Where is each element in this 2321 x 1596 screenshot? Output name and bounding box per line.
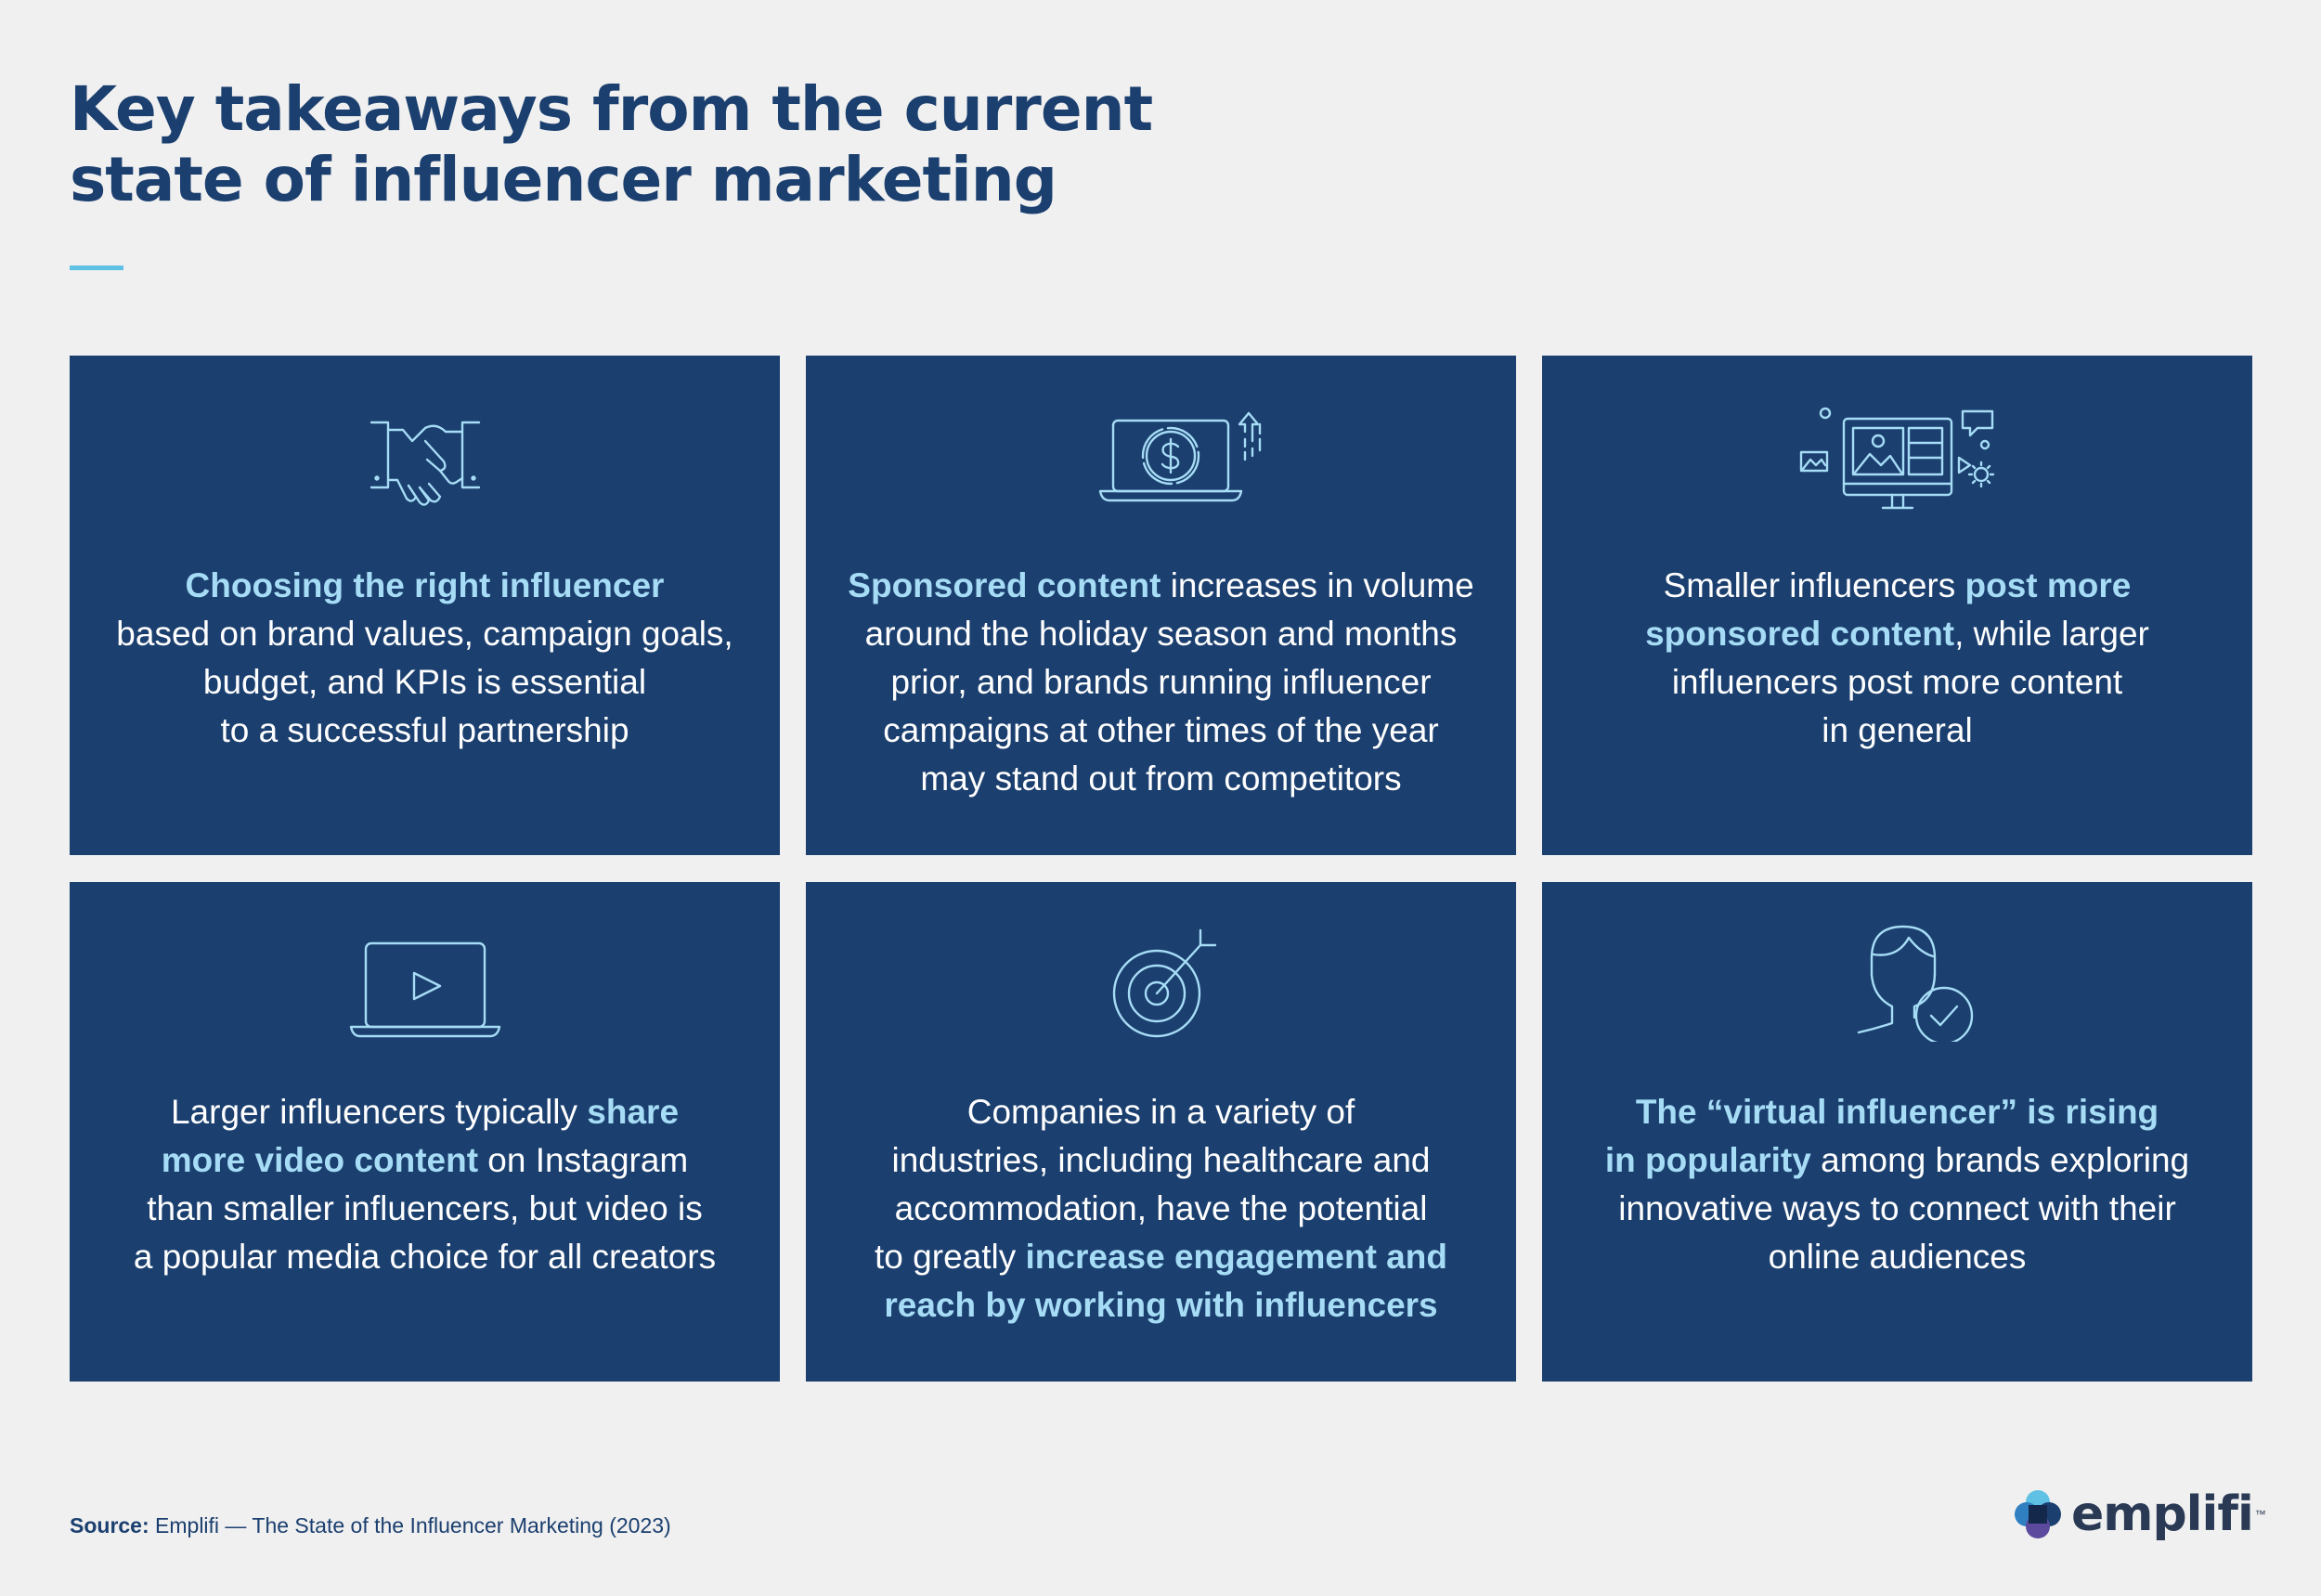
body-text: industries, including healthcare and — [891, 1141, 1431, 1179]
takeaway-line — [1579, 658, 2215, 707]
takeaway-line — [107, 707, 743, 755]
takeaway-line — [843, 658, 1479, 707]
takeaway-line — [1579, 707, 2215, 755]
takeaway-line — [843, 1185, 1479, 1233]
takeaways-grid — [70, 356, 2251, 1382]
emplifi-logo — [2010, 1486, 2266, 1543]
highlight-text: post more — [1964, 566, 2132, 604]
highlight-text: more video content — [161, 1141, 479, 1179]
takeaway-line — [843, 610, 1479, 658]
takeaway-card-sponsored-content — [806, 356, 1516, 855]
target-icon — [1059, 921, 1264, 1042]
body-text: prior, and brands running influencer — [890, 663, 1432, 701]
body-text: online audiences — [1768, 1238, 2027, 1276]
body-text: innovative ways to connect with their — [1618, 1189, 2176, 1227]
body-text: may stand out from competitors — [920, 759, 1402, 798]
takeaway-line — [107, 610, 743, 658]
takeaway-line — [1579, 1088, 2215, 1136]
takeaway-text — [1579, 1088, 2215, 1281]
logo-wordmark: emplifi — [2071, 1486, 2253, 1542]
takeaway-line — [843, 562, 1479, 610]
body-text: based on brand values, campaign goals, — [116, 615, 733, 653]
body-text: Companies in a variety of — [966, 1093, 1355, 1131]
highlight-text: increase engagement and — [1025, 1238, 1447, 1276]
takeaway-text — [107, 1088, 743, 1281]
takeaway-line — [107, 1185, 743, 1233]
source-citation — [70, 1513, 671, 1538]
body-text: increases in volume — [1160, 566, 1474, 604]
body-text: on Instagram — [478, 1141, 689, 1179]
body-text: to a successful partnership — [220, 711, 629, 749]
body-text: to greatly — [875, 1238, 1026, 1276]
takeaway-text — [107, 562, 743, 755]
laptop-dollar-growth-icon — [1059, 395, 1264, 515]
takeaway-line — [1579, 1136, 2215, 1185]
body-text: Smaller influencers — [1663, 566, 1965, 604]
body-text: campaigns at other times of the year — [883, 711, 1439, 749]
takeaway-card-right-influencer — [70, 356, 780, 855]
body-text: accommodation, have the potential — [894, 1189, 1428, 1227]
takeaway-line — [107, 562, 743, 610]
takeaway-line — [1579, 1233, 2215, 1281]
logo-trademark: ™ — [2254, 1508, 2266, 1521]
takeaway-line — [107, 1088, 743, 1136]
source-label: Source: — [70, 1513, 149, 1538]
takeaway-card-video-content — [70, 882, 780, 1382]
body-text: Larger influencers typically — [170, 1093, 588, 1131]
laptop-video-icon — [323, 921, 527, 1042]
body-text: influencers post more content — [1671, 663, 2123, 701]
handshake-icon — [323, 395, 527, 515]
takeaway-card-smaller-influencers — [1542, 356, 2252, 855]
takeaway-line — [843, 707, 1479, 755]
takeaway-card-industries — [806, 882, 1516, 1382]
body-text: around the holiday season and months — [864, 615, 1458, 653]
title-line-1: Key takeaways from the current — [70, 73, 1153, 145]
takeaway-text — [1579, 562, 2215, 755]
takeaway-line — [1579, 562, 2215, 610]
body-text: in general — [1822, 711, 1973, 749]
takeaway-line — [107, 1233, 743, 1281]
emplifi-logo-icon — [2010, 1486, 2066, 1543]
highlight-text: Choosing the right influencer — [185, 566, 665, 604]
takeaway-line — [843, 1281, 1479, 1330]
monitor-content-icon — [1796, 395, 2000, 515]
takeaway-line — [843, 1136, 1479, 1185]
highlight-text: share — [587, 1093, 680, 1131]
page-title — [70, 74, 1152, 215]
body-text: budget, and KPIs is essential — [202, 663, 647, 701]
takeaway-line — [1579, 1185, 2215, 1233]
title-accent-divider — [70, 266, 123, 270]
takeaway-line — [107, 1136, 743, 1185]
body-text: , while larger — [1954, 615, 2149, 653]
body-text: a popular media choice for all creators — [133, 1238, 717, 1276]
body-text: than smaller influencers, but video is — [147, 1189, 703, 1227]
highlight-text: The “virtual influencer” is rising — [1635, 1093, 2159, 1131]
takeaway-text — [843, 1088, 1479, 1330]
highlight-text: reach by working with influencers — [884, 1286, 1438, 1324]
title-line-2: state of influencer marketing — [70, 144, 1057, 215]
takeaway-line — [843, 755, 1479, 803]
highlight-text: in popularity — [1604, 1141, 1811, 1179]
takeaway-line — [107, 658, 743, 707]
takeaway-card-virtual-influencer — [1542, 882, 2252, 1382]
virtual-person-check-icon — [1796, 921, 2000, 1042]
takeaway-line — [843, 1088, 1479, 1136]
source-text: Emplifi — The State of the Influencer Marketing (2023) — [149, 1513, 671, 1538]
highlight-text: Sponsored content — [848, 566, 1161, 604]
highlight-text: sponsored content — [1645, 615, 1955, 653]
body-text: among brands exploring — [1810, 1141, 2190, 1179]
takeaway-line — [1579, 610, 2215, 658]
takeaway-text — [843, 562, 1479, 803]
takeaway-line — [843, 1233, 1479, 1281]
